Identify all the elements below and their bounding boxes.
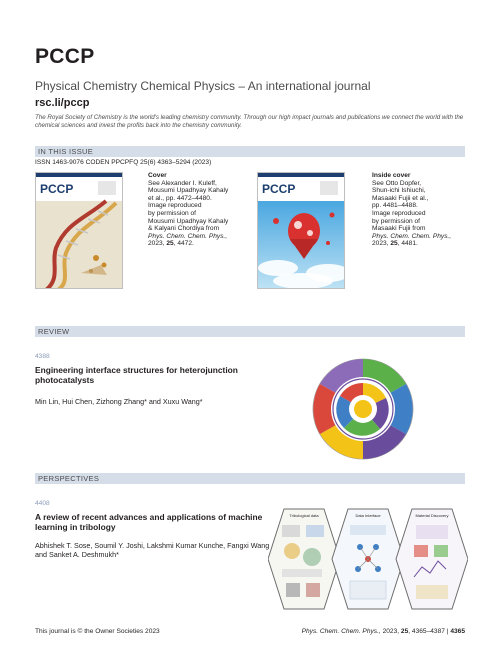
- cover-line: Shun-ichi Ishiuchi,: [372, 187, 426, 195]
- cover-line: & Kalyani Chordiya from: [148, 225, 220, 233]
- cover-citation-year: 2023,: [148, 240, 167, 248]
- cover-caption: [148, 172, 248, 248]
- inside-cover-thumb-title: PCCP: [262, 182, 296, 196]
- perspectives-page-number[interactable]: 4408: [35, 500, 50, 507]
- perspectives-graphical-abstract[interactable]: [268, 507, 468, 611]
- hex-label: Tribological data: [289, 513, 319, 518]
- cover-line: et al., pp. 4472–4480.: [148, 194, 212, 202]
- cover-line: Image reproduced: [372, 209, 426, 217]
- inside-cover-citation-volume: 25: [390, 240, 398, 248]
- cover-line: Mousumi Upadhyay Kahaly: [148, 217, 229, 225]
- cover-thumb-title: PCCP: [40, 182, 74, 196]
- footer-citation: [302, 628, 465, 635]
- review-article-authors: Min Lin, Hui Chen, Zizhong Zhang* and Xuxu Wang*: [35, 397, 203, 406]
- cover-heading: Cover: [148, 172, 167, 179]
- hex-label: Material Discovery: [415, 513, 449, 518]
- cover-line: Image reproduced: [148, 202, 202, 210]
- footer-copyright: This journal is © the Owner Societies 2023: [35, 628, 160, 635]
- inside-cover-heading: Inside cover: [372, 172, 411, 179]
- cover-image[interactable]: [35, 172, 123, 289]
- journal-subtitle: Physical Chemistry Chemical Physics – An international journal: [35, 79, 371, 93]
- in-this-issue-band: IN THIS ISSUE: [35, 146, 465, 157]
- cover-art: [36, 173, 123, 289]
- footer-volume: 25: [400, 628, 409, 635]
- cover-line: Mousumi Upadhyay Kahaly: [148, 187, 229, 195]
- hex-label: Data Interface: [355, 513, 381, 518]
- cover-line: See Otto Dopfer,: [372, 179, 422, 187]
- cover-line: by permission of: [148, 209, 197, 217]
- perspectives-band: PERSPECTIVES: [35, 473, 465, 484]
- journal-title: PCCP: [35, 45, 95, 68]
- perspectives-article-authors: Abhishek T. Sose, Soumil Y. Joshi, Lakshmi Kumar Kunche, Fangxi Wang and Sanket A. Deshmukh*: [35, 541, 270, 559]
- inside-cover-citation-page: , 4481.: [397, 240, 418, 248]
- footer-page-number: 4365: [450, 628, 465, 635]
- footer-separator: |: [444, 628, 451, 635]
- cover-citation-volume: 25: [166, 240, 174, 248]
- cover-line: by permission of: [372, 217, 421, 225]
- footer-journal: Phys. Chem. Chem. Phys.,: [301, 628, 381, 635]
- review-band: REVIEW: [35, 326, 465, 337]
- issn-line: ISSN 1463-9076 CODEN PPCPFQ 25(6) 4363–5294 (2023): [35, 159, 212, 166]
- inside-cover-art: [258, 173, 345, 289]
- review-page-number[interactable]: 4388: [35, 353, 50, 360]
- inside-cover-journal: Phys. Chem. Chem. Phys.,: [372, 232, 452, 240]
- inside-cover-citation-year: 2023,: [372, 240, 391, 248]
- inside-cover-caption: [372, 172, 472, 248]
- journal-url[interactable]: rsc.li/pccp: [35, 97, 90, 109]
- review-graphical-abstract[interactable]: [310, 356, 416, 462]
- cover-line: Masaaki Fujii from: [372, 225, 426, 233]
- review-article-title[interactable]: Engineering interface structures for heterojunction photocatalysts: [35, 365, 238, 385]
- cover-citation-page: , 4472.: [173, 240, 194, 248]
- cover-line: pp. 4481–4488.: [372, 202, 418, 210]
- footer-year: 2023,: [380, 628, 401, 635]
- perspectives-article-title[interactable]: A review of recent advances and applications of machine learning in tribology: [35, 512, 263, 532]
- inside-cover-image[interactable]: [257, 172, 345, 289]
- cover-line: Masaaki Fujii et al.,: [372, 194, 429, 202]
- footer-pages: , 4365–4387: [408, 628, 445, 635]
- journal-description: The Royal Society of Chemistry is the world's leading chemistry community. Through our high impact journals and publications we connect the world with the chemical sciences and invest the profits back into the chemistry community.: [35, 114, 464, 129]
- cover-journal: Phys. Chem. Chem. Phys.,: [148, 232, 228, 240]
- cover-line: See Alexander I. Kuleff,: [148, 179, 217, 187]
